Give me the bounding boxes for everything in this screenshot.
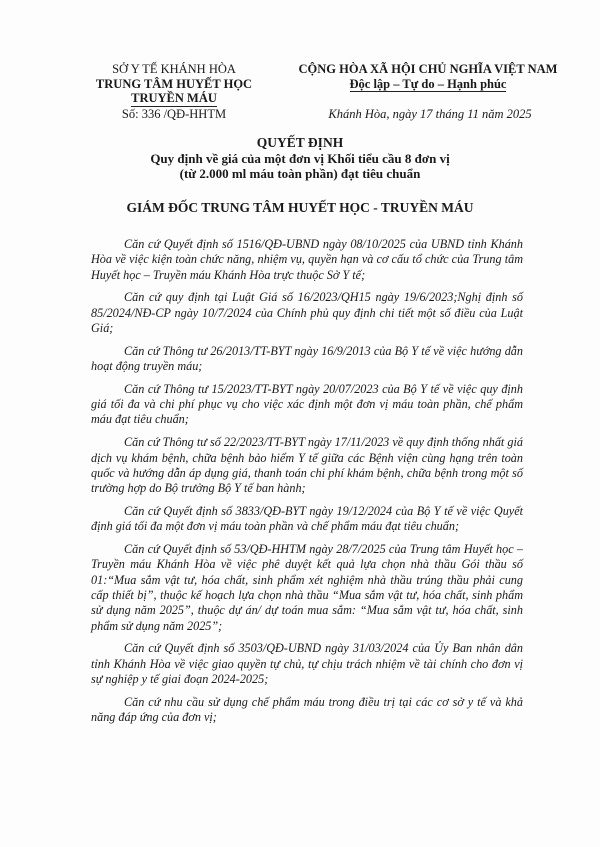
legal-basis-paragraph: Căn cứ Thông tư 15/2023/TT-BYT ngày 20/07/2023 của Bộ Y tế về việc quy định giá tối đa và chi phí phục vụ cho việc xác định một đơn vị máu toàn phần, chế phẩm máu đạt tiêu chuẩn; <box>91 381 523 427</box>
national-motto: Độc lập – Tự do – Hạnh phúc <box>349 76 507 91</box>
country-name: CỘNG HÒA XÃ HỘI CHỦ NGHĨA VIỆT NAM <box>298 62 558 76</box>
legal-basis-paragraph: Căn cứ Quyết định số 53/QĐ-HHTM ngày 28/7/2025 của Trung tâm Huyết học – Truyền máu Khánh Hòa về việc phê duyệt kết quả lựa chọn nhà thầu Gói thầu số 01:“Mua sắm vật tư, hóa chất, sinh phẩm xét nghiệm nhà thầu trúng thầu phải cung cấp thiết bị”, thuộc kế hoạch lựa chọn nhà thầu “Mua sắm vật tư, hóa chất, sinh phẩm sử dụng năm 2025”, thuộc dự án/ dự toán mua sắm: “Mua sắm vật tư, hóa chất, sinh phẩm sử dụng năm 2025”; <box>91 542 523 633</box>
legal-basis-paragraph: Căn cứ Quyết định số 3503/QĐ-UBND ngày 31/03/2024 của Ủy Ban nhân dân tỉnh Khánh Hòa về việc giao quyền tự chủ, tự chịu trách nhiệm về tài chính cho đơn vị sự nghiệp y tế giai đoạn 2024-2025; <box>91 641 523 686</box>
legal-basis-paragraph: Căn cứ Thông tư số 22/2023/TT-BYT ngày 17/11/2023 về quy định thống nhất giá dịch vụ khám bệnh, chữa bệnh bảo hiểm Y tế giữa các Bệnh viện cùng hạng trên toàn quốc và hướng dẫn áp dụng giá, thanh toán chi phí khám bệnh, chữa bệnh trong một số trường hợp do Bộ trưởng Bộ Y tế ban hành; <box>91 435 523 496</box>
decision-subject-line2: (từ 2.000 ml máu toàn phần) đạt tiêu chuẩn <box>179 166 421 181</box>
legal-basis-paragraph: Căn cứ quy định tại Luật Giá số 16/2023/QH15 ngày 19/6/2023;Nghị định số 85/2024/NĐ-CP ngày 10/7/2024 của Chính phủ quy định chi tiết một số điều của Luật Giá; <box>91 290 523 335</box>
director-title: GIÁM ĐỐC TRUNG TÂM HUYẾT HỌC - TRUYỀN MÁU <box>126 200 474 215</box>
ministry-name: SỞ Y TẾ KHÁNH HÒA <box>112 62 236 76</box>
decision-heading: QUYẾT ĐỊNH <box>256 135 344 150</box>
document-number: Số: 336 /QĐ-HHTM <box>121 106 227 121</box>
unit-name-line2: TRUYỀN MÁU <box>131 91 217 105</box>
issuing-agency-block <box>84 62 264 121</box>
legal-basis-paragraph: Căn cứ nhu cầu sử dụng chế phẩm máu trong điều trị tại các cơ sở y tế và khả năng đáp ứng của đơn vị; <box>91 694 523 725</box>
unit-name-line1: TRUNG TÂM HUYẾT HỌC <box>95 76 253 91</box>
legal-basis-section <box>91 237 523 733</box>
document-date: Khánh Hòa, ngày 17 tháng 11 năm 2025 <box>328 107 532 121</box>
decision-subject-line1: Quy định về giá của một đơn vị Khối tiểu cầu 8 đơn vị <box>150 150 450 166</box>
national-title-block <box>278 62 578 92</box>
legal-basis-paragraph: Căn cứ Quyết định số 1516/QĐ-UBND ngày 08/10/2025 của UBND tỉnh Khánh Hòa về việc kiện toàn chức năng, nhiệm vụ, quyền hạn và cơ cấu tổ chức của Trung tâm Huyết học – Truyền máu Khánh Hòa trực thuộc Sở Y tế; <box>91 237 523 282</box>
legal-basis-paragraph: Căn cứ Thông tư 26/2013/TT-BYT ngày 16/9/2013 của Bộ Y tế về việc hướng dẫn hoạt động truyền máu; <box>91 343 523 374</box>
legal-basis-paragraph: Căn cứ Quyết định số 3833/QĐ-BYT ngày 19/12/2024 của Bộ Y tế về việc Quyết định giá tối đa một đơn vị máu toàn phần và chế phẩm máu đạt tiêu chuẩn; <box>91 503 523 534</box>
decision-title <box>60 135 540 182</box>
